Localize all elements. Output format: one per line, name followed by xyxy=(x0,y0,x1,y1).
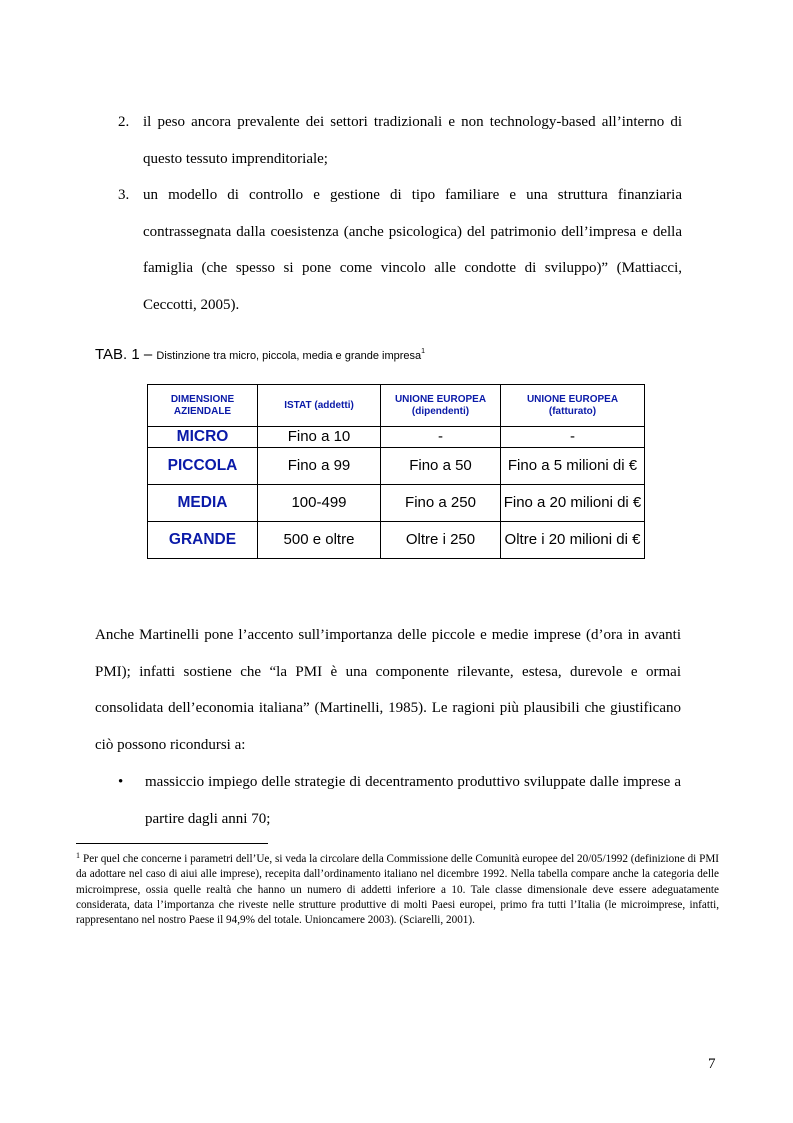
table-cell: - xyxy=(501,427,645,448)
table-cell: 500 e oltre xyxy=(258,522,381,559)
table-row xyxy=(148,427,645,448)
footnote-reference: 1 xyxy=(421,348,426,355)
table-header-row xyxy=(148,385,645,427)
header-dimension: DIMENSIONE AZIENDALE xyxy=(148,385,258,427)
list-item-text: un modello di controllo e gestione di tipo familiare e una struttura finanziaria contrassegnata dalla coesistenza (anche psicologica) del patrimonio dell’impresa e della famiglia (che spesso si pone come vincolo alle condotte di sviluppo)” (Mattiacci, Ceccotti, 2005). xyxy=(143,187,682,313)
list-number: 3. xyxy=(118,187,130,203)
table-row xyxy=(148,448,645,485)
table-cell: Oltre i 20 milioni di € xyxy=(501,522,645,559)
row-label: PICCOLA xyxy=(148,448,258,485)
header-istat: ISTAT (addetti) xyxy=(258,385,381,427)
page-number: 7 xyxy=(708,1056,716,1072)
header-eu-employees: UNIONE EUROPEA (dipendenti) xyxy=(381,385,501,427)
table-cell: Fino a 250 xyxy=(381,485,501,522)
bullet-icon: • xyxy=(118,774,124,790)
table-cell: - xyxy=(381,427,501,448)
footnote-divider xyxy=(76,843,268,844)
bullet-list xyxy=(118,764,681,837)
table-cell: Oltre i 250 xyxy=(381,522,501,559)
table-cell: Fino a 10 xyxy=(258,427,381,448)
enterprise-size-table xyxy=(147,384,645,559)
table-caption xyxy=(95,346,425,364)
list-item xyxy=(118,104,682,177)
table-cell: Fino a 5 milioni di € xyxy=(501,448,645,485)
row-label: MEDIA xyxy=(148,485,258,522)
bullet-text: massiccio impiego delle strategie di decentramento produttivo sviluppate dalle imprese a partire dagli anni 70; xyxy=(145,774,681,827)
row-label: MICRO xyxy=(148,427,258,448)
table-caption-lead: TAB. 1 – xyxy=(95,346,157,363)
body-paragraph: Anche Martinelli pone l’accento sull’importanza delle piccole e medie imprese (d’ora in avanti PMI); infatti sostiene che “la PMI è una componente rilevante, estesa, durevole e ormai consolidata dell’economia italiana” (Martinelli, 1985). Le ragioni più plausibili che giustificano ciò possono ricondursi a: xyxy=(95,627,681,753)
table-cell: Fino a 99 xyxy=(258,448,381,485)
list-item xyxy=(118,177,682,323)
table-caption-text: Distinzione tra micro, piccola, media e grande impresa xyxy=(156,350,422,362)
header-eu-turnover: UNIONE EUROPEA (fatturato) xyxy=(501,385,645,427)
row-label: GRANDE xyxy=(148,522,258,559)
footnote-marker: 1 xyxy=(76,851,80,860)
table-row xyxy=(148,522,645,559)
list-item xyxy=(118,764,681,837)
footnote-text: Per quel che concerne i parametri dell’Ue, si veda la circolare della Commissione delle Comunità europee del 20/05/1992 (definizione di PMI da adottare nel caso di aiui alle imprese), recepita dall’ordinamento italiano nel dicembre 1992. Nella tabella compare anche la categoria delle microimprese, ossia quelle realtà che hanno un numero di addetti inferiore a 10. Tale classe dimensionale deve essere adeguatamente considerata, data l’importanza che riveste nelle strutture produttive di molti Paesi europei, primo fra tutti l’Italia (le microimprese, infatti, rappresentano nel nostro Paese il 94,9% del totale. Unioncamere 2003). (Sciarelli, 2001). xyxy=(76,853,719,927)
footnote xyxy=(76,848,719,928)
list-number: 2. xyxy=(118,114,130,130)
table-cell: Fino a 20 milioni di € xyxy=(501,485,645,522)
table-cell: 100-499 xyxy=(258,485,381,522)
list-item-text: il peso ancora prevalente dei settori tradizionali e non technology-based all’interno di questo tessuto imprenditoriale; xyxy=(143,114,682,167)
table-cell: Fino a 50 xyxy=(381,448,501,485)
table-row xyxy=(148,485,645,522)
numbered-list xyxy=(118,104,682,323)
